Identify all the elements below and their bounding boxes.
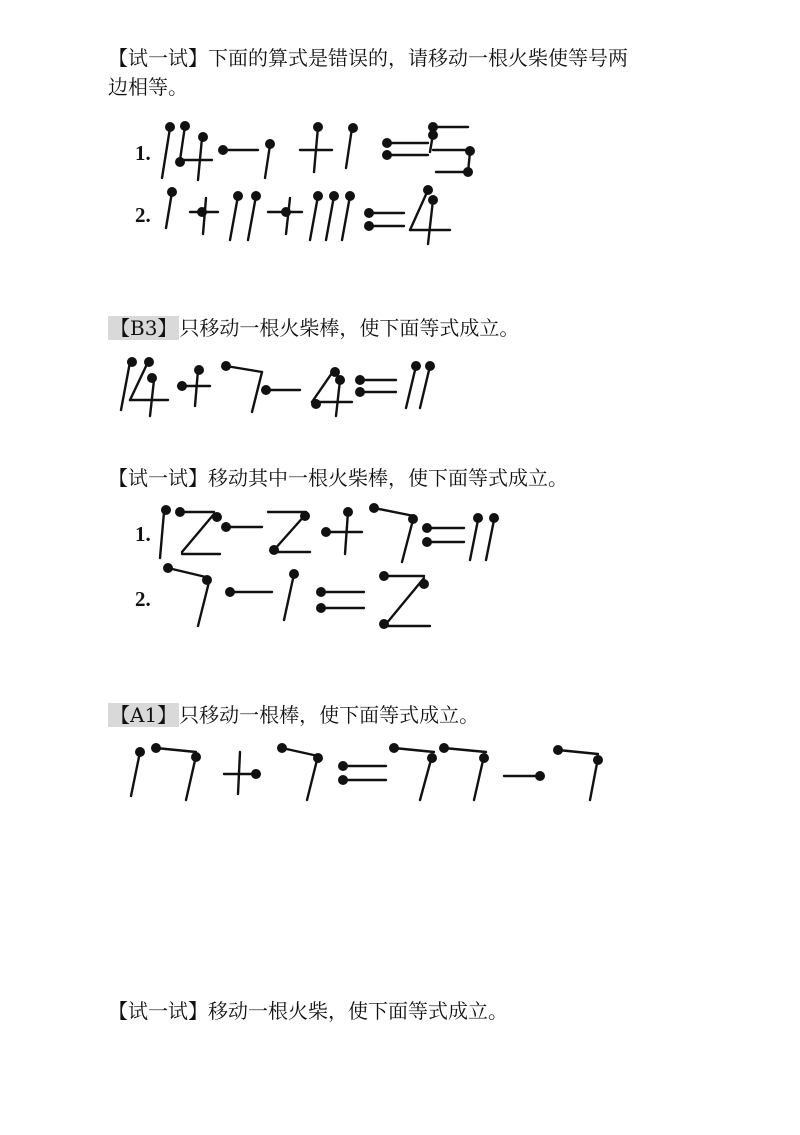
section2-tag: 【B3】 [110, 316, 178, 340]
section3-heading: 【试一试】移动其中一根火柴棒，使下面等式成立。 [108, 466, 568, 490]
section1-heading-line2: 边相等。 [108, 75, 188, 99]
section4-text: 只移动一根棒，使下面等式成立。 [179, 703, 480, 727]
section3-item1-number: 1. [135, 522, 151, 546]
section1-item1-number: 1. [135, 141, 151, 165]
section1-heading-line1: 【试一试】下面的算式是错误的，请移动一根火柴使等号两 [108, 46, 628, 70]
section4-tag: 【A1】 [110, 703, 178, 727]
section3-item2-number: 2. [135, 587, 151, 611]
section5-heading: 【试一试】移动一根火柴，使下面等式成立。 [108, 999, 508, 1023]
section2-text: 只移动一根火柴棒，使下面等式成立。 [179, 316, 520, 340]
section1-item2-number: 2. [135, 203, 151, 227]
